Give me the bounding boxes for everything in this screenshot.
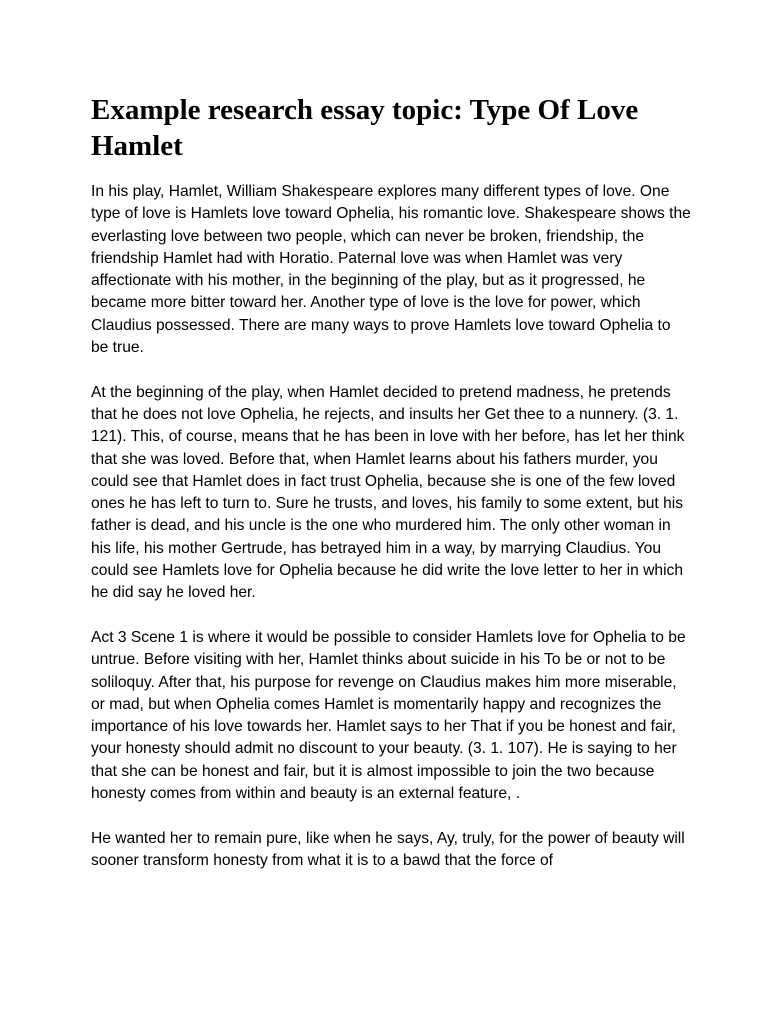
paragraph-3: Act 3 Scene 1 is where it would be possible to consider Hamlets love for Ophelia to be untrue. Before visiting with her, Hamlet thinks about suicide in his To be or not to be soliloquy. After that, his purpose for revenge on Claudius makes him more miserable, or mad, but when Ophelia comes Hamlet is momentarily happy and recognizes the importance of his love towards her. Hamlet says to her That if you be honest and fair, your honesty should admit no discount to your beauty. (3. 1. 107). He is saying to her that she can be honest and fair, but it is almost impossible to join the two because honesty comes from within and beauty is an external feature, . — [91, 628, 686, 803]
paragraph-1: In his play, Hamlet, William Shakespeare explores many different types of love. One type of love is Hamlets love toward Ophelia, his romantic love. Shakespeare shows the everlasting love between two people, which can never be broken, friendship, the friendship Hamlet had with Horatio. Paternal love was when Hamlet was very affectionate with his mother, in the beginning of the play, but as it progressed, he became more bitter toward her. Another type of love is the love for power, which Claudius possessed. There are many ways to prove Hamlets love toward Ophelia to be true. — [91, 183, 691, 357]
paragraph-4: He wanted her to remain pure, like when he says, Ay, truly, for the power of beauty will sooner transform honesty from what it is to a bawd that the force of — [91, 829, 685, 869]
essay-body — [91, 181, 691, 895]
paragraph-2: At the beginning of the play, when Hamlet decided to pretend madness, he pretends that he does not love Ophelia, he rejects, and insults her Get thee to a nunnery. (3. 1. 121). This, of course, means that he has been in love with her before, has let her think that she was loved. Before that, when Hamlet learns about his fathers murder, you could see that Hamlet does in fact trust Ophelia, because she is one of the few loved ones he has left to turn to. Sure he trusts, and loves, his family to some extent, but his father is dead, and his uncle is the one who murdered him. The only other woman in his life, his mother Gertrude, has betrayed him in a way, by marrying Claudius. You could see Hamlets love for Ophelia because he did write the love letter to her in which he did say he loved her. — [91, 383, 685, 602]
essay-title: Example research essay topic: Type Of Love Hamlet — [91, 94, 639, 162]
